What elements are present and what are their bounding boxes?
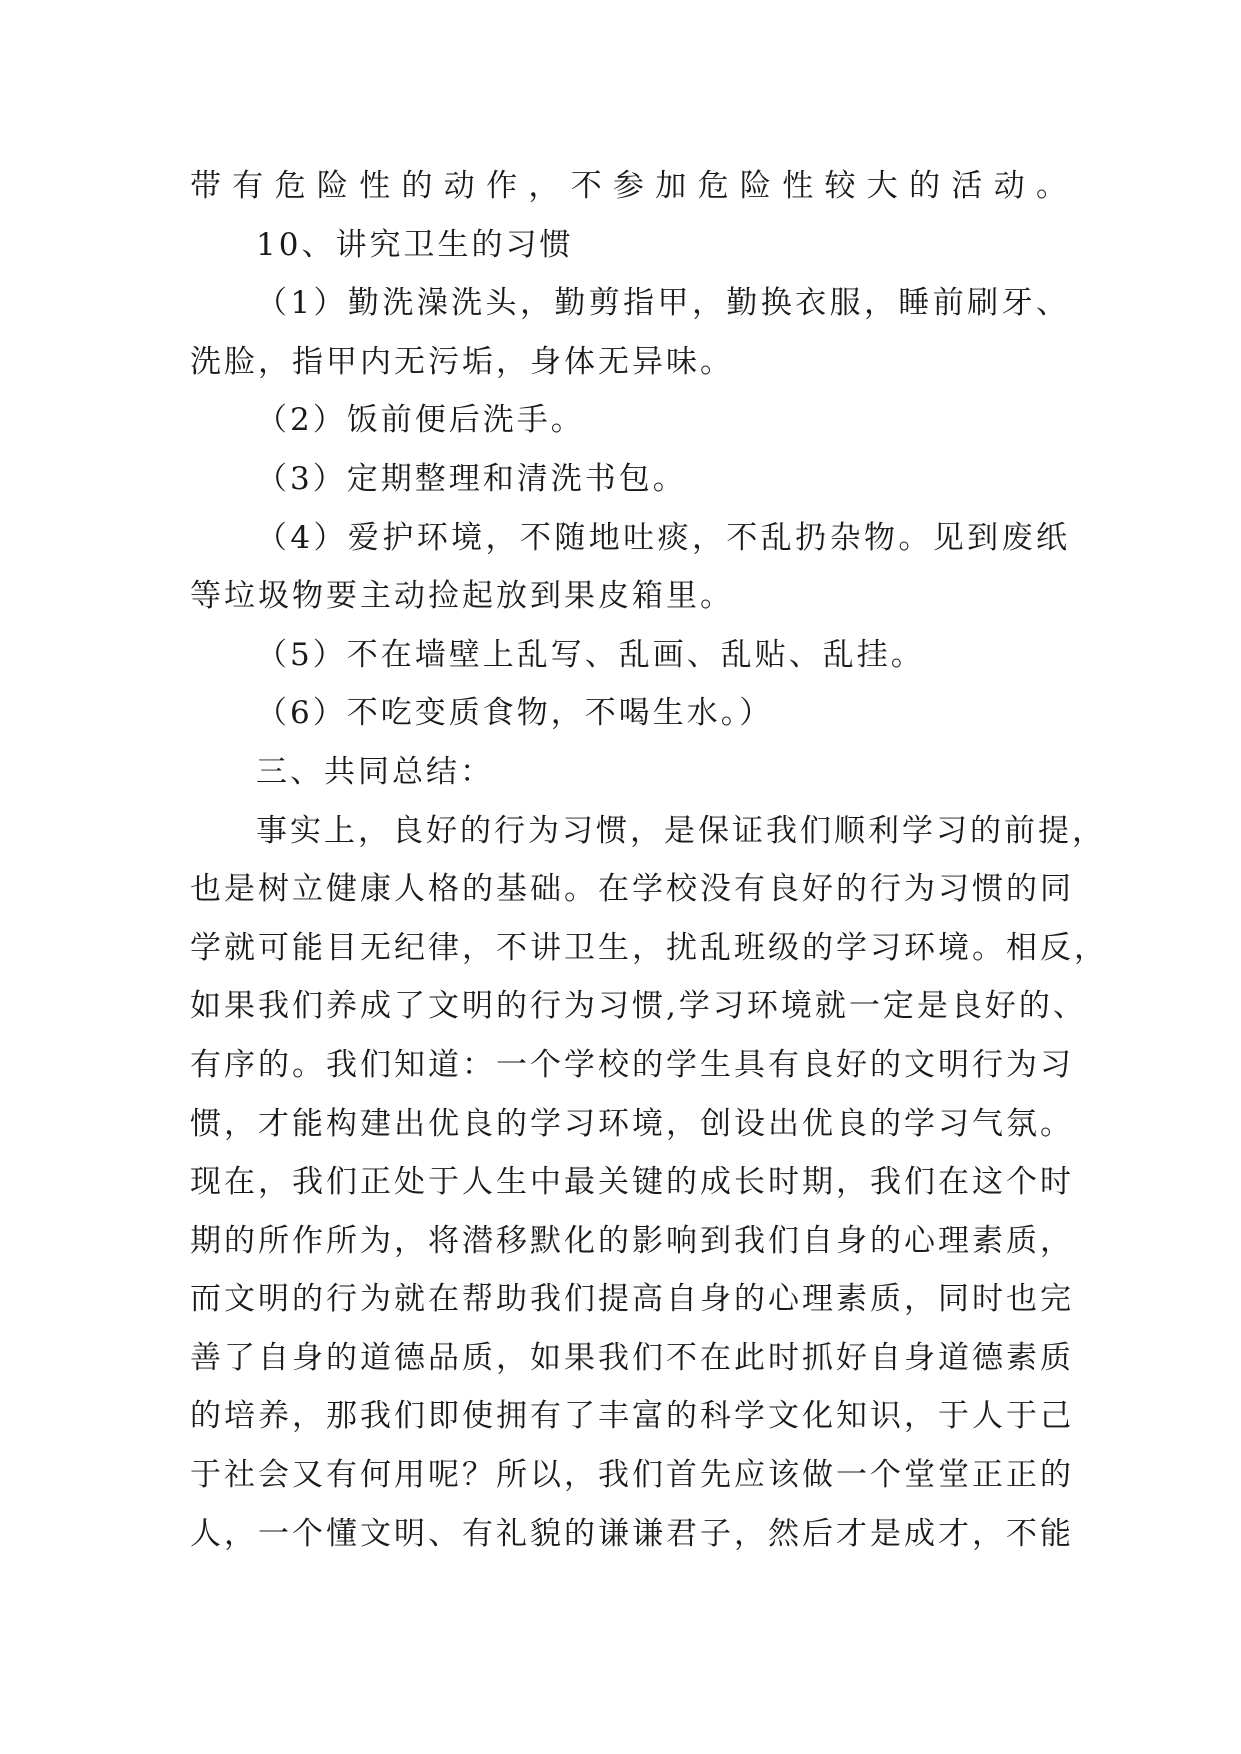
text-line-23: 于社会又有何用呢？所以，我们首先应该做一个堂堂正正的 [190,1457,1074,1494]
text-line-8: 等垃圾物要主动捡起放到果皮箱里。 [190,578,734,615]
text-line-1: 带有危险性的动作，不参加危险性较大的活动。 [190,168,1070,204]
text-line-18: 现在，我们正处于人生中最关键的成长时期，我们在这个时 [190,1164,1074,1201]
text-line-24: 人，一个懂文明、有礼貌的谦谦君子，然后才是成才，不能 [190,1515,1074,1552]
text-line-9: （5）不在墙壁上乱写、乱画、乱贴、乱挂。 [256,636,925,673]
text-line-11: 三、共同总结： [256,753,494,790]
text-line-20: 而文明的行为就在帮助我们提高自身的心理素质，同时也完 [190,1281,1074,1318]
text-line-7: （4）爱护环境，不随地吐痰，不乱扔杂物。见到废纸 [256,519,1070,556]
text-line-12: 事实上，良好的行为习惯，是保证我们顺利学习的前提， [256,812,1106,849]
text-line-3: （1）勤洗澡洗头，勤剪指甲，勤换衣服，睡前刷牙、 [256,285,1070,322]
text-line-4: 洗脸，指甲内无污垢，身体无异味。 [190,343,734,380]
text-line-19: 期的所作所为，将潜移默化的影响到我们自身的心理素质， [190,1222,1074,1259]
text-line-21: 善了自身的道德品质，如果我们不在此时抓好自身道德素质 [190,1339,1074,1376]
text-line-14: 学就可能目无纪律，不讲卫生，扰乱班级的学习环境。相反， [190,929,1108,966]
text-line-2: 10、讲究卫生的习惯 [256,226,574,263]
text-line-13: 也是树立健康人格的基础。在学校没有良好的行为习惯的同 [190,871,1074,908]
text-line-6: （3）定期整理和清洗书包。 [256,460,687,497]
document-body [190,157,1108,1563]
text-line-10: （6）不吃变质食物，不喝生水。） [256,695,774,732]
text-line-15: 如果我们养成了文明的行为习惯,学习环境就一定是良好的、 [190,988,1087,1025]
text-line-22: 的培养，那我们即使拥有了丰富的科学文化知识，于人于己 [190,1398,1074,1435]
text-line-16: 有序的。我们知道：一个学校的学生具有良好的文明行为习 [190,1046,1074,1083]
text-line-17: 惯，才能构建出优良的学习环境，创设出优良的学习气氛。 [190,1105,1074,1142]
text-line-5: （2）饭前便后洗手。 [256,402,585,439]
